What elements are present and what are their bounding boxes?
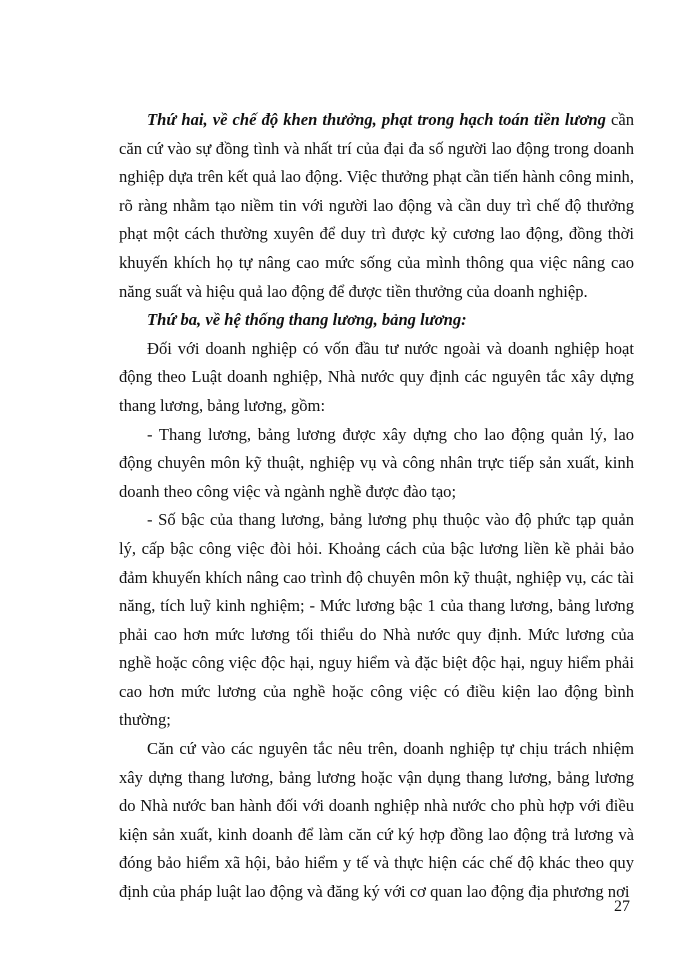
paragraph-bullet-scale-built — [119, 421, 634, 507]
paragraph-text: - Số bậc của thang lương, bảng lương phụ thuộc vào độ phức tạp quản lý, cấp bậc công việc đòi hỏi. Khoảng cách của bậc lương liền kề phải bảo đảm khuyến khích nâng cao trình độ chuyên môn kỹ thuật, nghiệp vụ, các tài năng, tích luỹ kinh nghiệm; - Mức lương bậc 1 của thang lương, bảng lương phải cao hơn mức lương tối thiểu do Nhà nước quy định. Mức lương của nghề hoặc công việc độc hại, nguy hiểm và đặc biệt độc hại, nguy hiểm phải cao hơn mức lương của nghề hoặc công việc có điều kiện lao động bình thường; — [119, 510, 634, 730]
page-number: 27 — [614, 898, 630, 915]
section-heading-reward-policy: Thứ hai, về chế độ khen thưởng, phạt trong hạch toán tiền lương — [147, 110, 606, 129]
paragraph-reward-policy — [119, 106, 634, 306]
paragraph-text: Đối với doanh nghiệp có vốn đầu tư nước ngoài và doanh nghiệp hoạt động theo Luật doanh nghiệp, Nhà nước quy định các nguyên tắc xây dựng thang lương, bảng lương, gồm: — [119, 338, 634, 415]
paragraph-enterprise-responsibility — [119, 735, 634, 907]
paragraph-foreign-investment — [119, 335, 634, 421]
paragraph-bullet-scale-levels — [119, 506, 634, 735]
body-text — [119, 106, 634, 907]
paragraph-text: cần căn cứ vào sự đồng tình và nhất trí của đại đa số người lao động trong doanh nghiệp dựa trên kết quả lao động. Việc thưởng phạt cần tiến hành công minh, rõ ràng nhằm tạo niềm tin với người lao động và cần duy trì chế độ thưởng phạt một cách thường xuyên để duy trì được kỷ cương lao động, đồng thời khuyến khích họ tự nâng cao mức sống của mình thông qua việc nâng cao năng suất và hiệu quả lao động để được tiền thưởng của doanh nghiệp. — [119, 110, 634, 301]
section-heading-salary-scale: Thứ ba, về hệ thống thang lương, bảng lương: — [147, 310, 467, 330]
paragraph-salary-scale-heading — [119, 306, 634, 335]
paragraph-text: - Thang lương, bảng lương được xây dựng cho lao động quản lý, lao động chuyên môn kỹ thuật, nghiệp vụ và công nhân trực tiếp sản xuất, kinh doanh theo công việc và ngành nghề được đào tạo; — [119, 424, 634, 501]
paragraph-text: Căn cứ vào các nguyên tắc nêu trên, doanh nghiệp tự chịu trách nhiệm xây dựng thang lương, bảng lương hoặc vận dụng thang lương, bảng lương do Nhà nước ban hành đối với doanh nghiệp nhà nước cho phù hợp với điều kiện sản xuất, kinh doanh để làm căn cứ ký hợp đồng lao động trả lương và đóng bảo hiểm xã hội, bảo hiểm y tế và thực hiện các chế độ khác theo quy định của pháp luật lao động và đăng ký với cơ quan lao động địa phương nơi — [119, 739, 634, 902]
